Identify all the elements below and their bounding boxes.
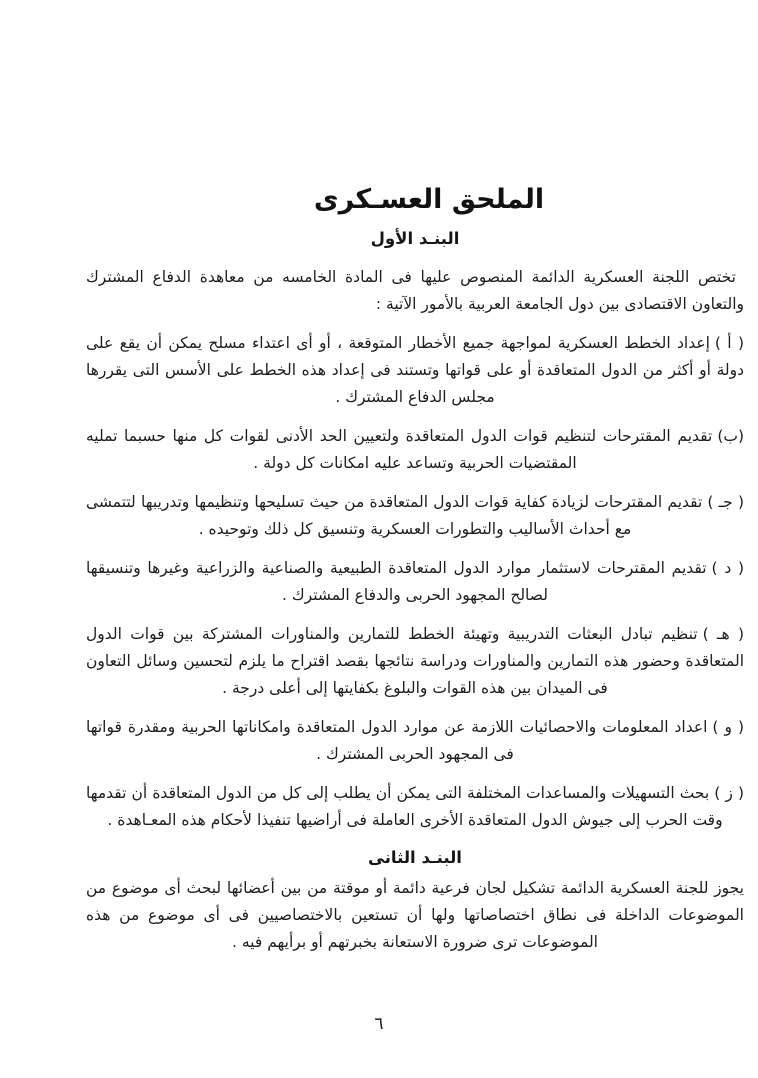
page-content: [86, 0, 744, 956]
clause-item-h: [86, 621, 744, 702]
clause-text: تقديم المقترحات لتنظيم قوات الدول المتعاقدة ولتعيين الحد الأدنى لقوات كل منها حسبما تمليه المقتضيات الحربية وتساعد عليه امكانات كل دولة .: [86, 427, 713, 473]
clause-item-a: [86, 330, 744, 411]
section-one-intro-paragraph: تختص اللجنة العسكرية الدائمة المنصوص عليها فى المادة الخامسه من معاهدة الدفاع المشترك والتعاون الاقتصادى بين دول الجامعة العربية بالأمور الآتية :: [86, 268, 744, 314]
clause-text: تنظيم تبادل البعثات التدريبية وتهيئة الخطط للتمارين والمناورات المشتركة بين قوات الدول المتعاقدة وحضور هذه التمارين والمناورات ودراسة نتائجها بقصد اقتراح ما يلزم لتحسين وسائل التعاون فى الميدان بين هذه القوات والبلوغ بكفايتها إلى أعلى درجة .: [86, 625, 744, 698]
clause-marker: ( ز ): [714, 784, 744, 803]
clause-text: اعداد المعلومات والاحصائيات اللازمة عن موارد الدول المتعاقدة وامكاناتها الحربية ومقدرة قواتها فى المجهود الحربى المشترك .: [86, 718, 708, 764]
section-one-heading: البنـد الأول: [370, 229, 460, 249]
clause-marker: ( جـ ): [707, 493, 744, 512]
clause-item-z: [86, 780, 744, 834]
clause-marker: ( د ): [711, 559, 744, 578]
clause-item-w: [86, 714, 744, 768]
section-two-heading: البنـد الثانى: [368, 848, 462, 868]
clause-item-j: [86, 489, 744, 543]
clause-marker: ( و ): [712, 718, 744, 737]
document-title: الملحق العسـكرى: [313, 184, 545, 215]
clause-marker: (ب): [717, 427, 744, 446]
clause-marker: ( أ ): [714, 334, 744, 353]
clause-text: بحث التسهيلات والمساعدات المختلفة التى يمكن أن يطلب إلى كل من الدول المتعاقدة أن تقدمها وقت الحرب إلى جيوش الدول المتعاقدة الأخرى العاملة فى أراضيها تنفيذا لأحكام هذه المعـاهدة .: [86, 784, 723, 830]
page-number: ٦: [374, 1014, 384, 1034]
clause-text: إعداد الخطط العسكرية لمواجهة جميع الأخطار المتوقعة ، أو أى اعتداء مسلح يمكن أن يقع على دولة أو أكثر من الدول المتعاقدة أو على قواتها وتستند فى إعداد هذه الخطط على الأسس التى يقررها مجلس الدفاع المشترك .: [86, 334, 744, 407]
section-two-paragraph: يجوز للجنة العسكرية الدائمة تشكيل لجان فرعية دائمة أو موقتة من بين أعضائها لبحث أى موضوع من الموضوعات الداخلة فى نطاق اختصاصاتها ولها أن تستعين بالاختصاصيين فى أى موضوع من هذه الموضوعات ترى ضرورة الاستعانة بخبرتهم أو برأيهم فيه .: [86, 879, 744, 952]
clause-marker: ( هـ ): [702, 625, 744, 644]
clause-item-d: [86, 555, 744, 609]
clause-text: تقديم المقترحات لاستثمار موارد الدول المتعاقدة الطبيعية والصناعية والزراعية وغيرها وتنسيقها لصالح المجهود الحربى والدفاع المشترك .: [86, 559, 707, 605]
clause-text: تقديم المقترحات لزيادة كفاية قوات الدول المتعاقدة من حيث تسليحها وتنظيمها وتدريبها لتتمشى مع أحداث الأساليب والتطورات العسكرية وتنسيق كل ذلك وتوحيده .: [86, 493, 703, 539]
clause-item-b: [86, 423, 744, 477]
